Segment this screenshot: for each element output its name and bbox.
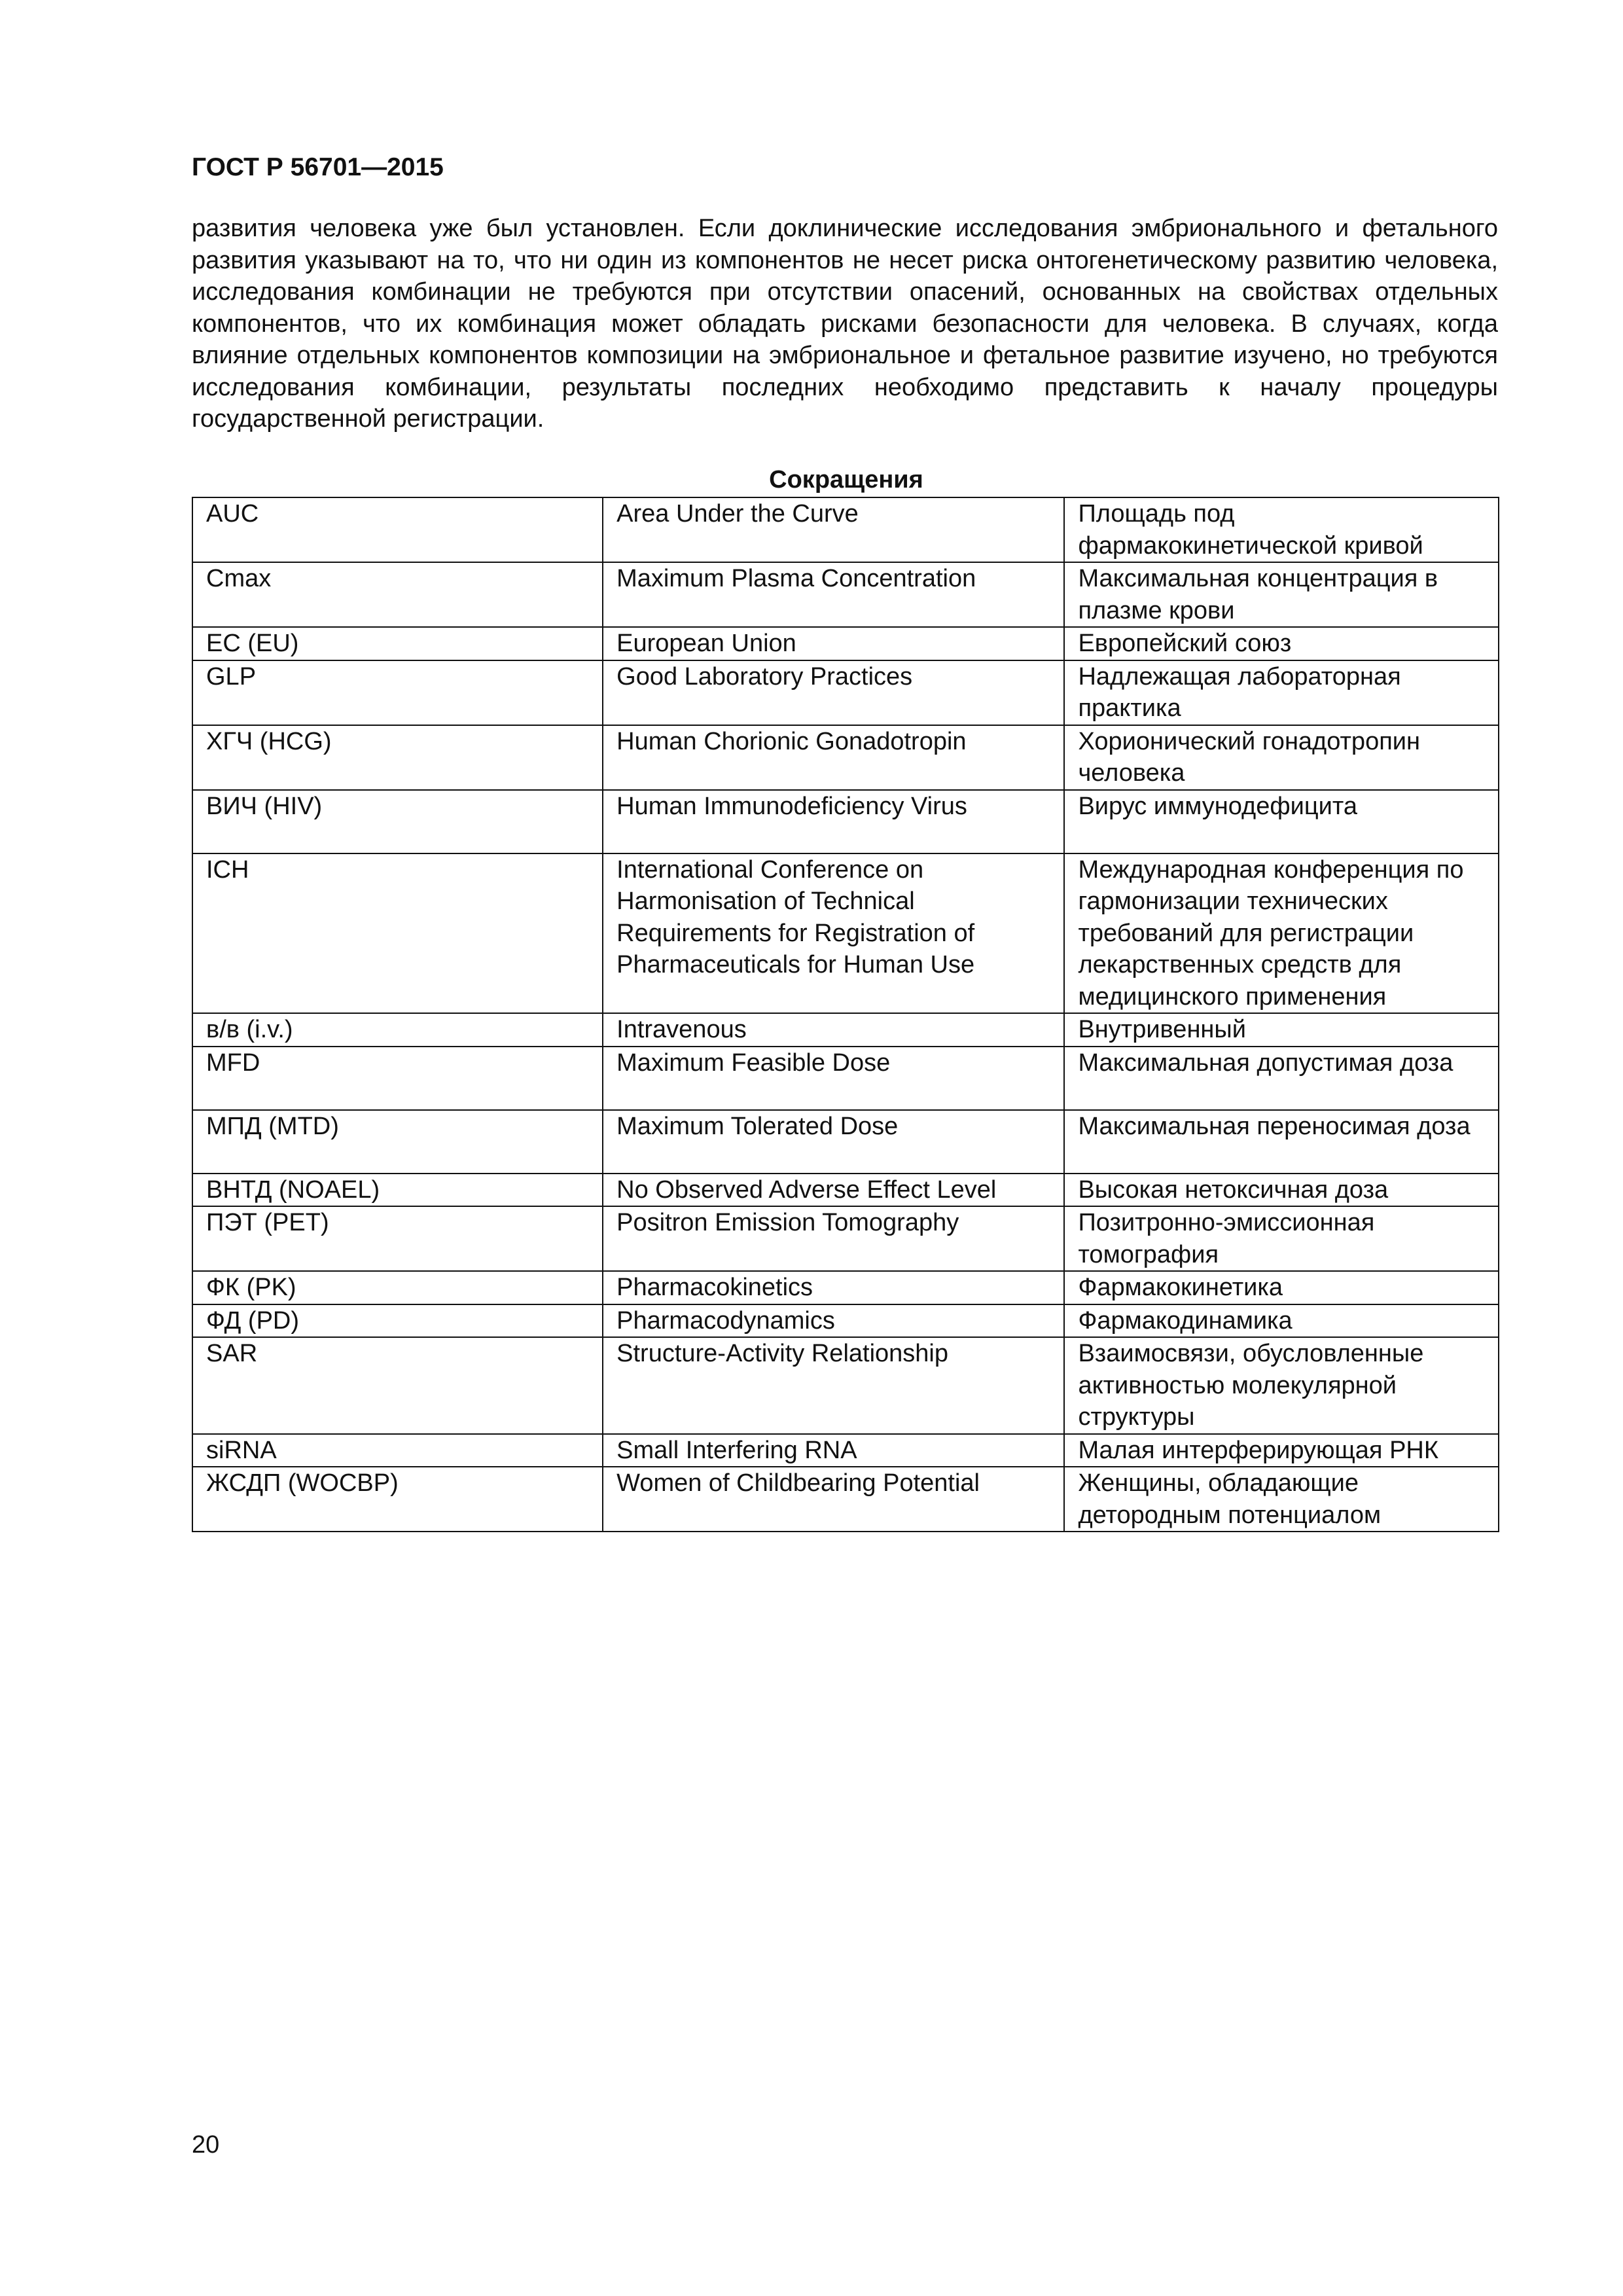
table-row <box>192 1013 1499 1047</box>
abbr-cell: SAR <box>192 1337 603 1434</box>
table-row <box>192 660 1499 725</box>
abbr-cell: siRNA <box>192 1434 603 1467</box>
abbr-cell: ЖСДП (WOCBP) <box>192 1467 603 1532</box>
table-row <box>192 1271 1499 1304</box>
russian-cell: Фармакодинамика <box>1064 1304 1499 1338</box>
english-cell: Maximum Feasible Dose <box>603 1047 1064 1110</box>
abbr-cell: AUC <box>192 497 603 562</box>
abbr-cell: ЕС (EU) <box>192 627 603 660</box>
english-cell: Maximum Tolerated Dose <box>603 1110 1064 1174</box>
russian-cell: Высокая нетоксичная доза <box>1064 1174 1499 1207</box>
russian-cell: Международная конференция по гармонизации технических требований для регистрации лекарственных средств для медицинского применения <box>1064 853 1499 1014</box>
abbr-cell: ВНТД (NOAEL) <box>192 1174 603 1207</box>
abbr-cell: ФД (PD) <box>192 1304 603 1338</box>
russian-cell: Европейский союз <box>1064 627 1499 660</box>
abbr-cell: ФК (PK) <box>192 1271 603 1304</box>
russian-cell: Площадь под фармакокинетической кривой <box>1064 497 1499 562</box>
english-cell: Structure-Activity Relationship <box>603 1337 1064 1434</box>
english-cell: Intravenous <box>603 1013 1064 1047</box>
russian-cell: Надлежащая лабораторная практика <box>1064 660 1499 725</box>
english-cell: Maximum Plasma Concentration <box>603 562 1064 627</box>
russian-cell: Хорионический гонадотропин человека <box>1064 725 1499 790</box>
abbr-cell: ХГЧ (HCG) <box>192 725 603 790</box>
table-row <box>192 790 1499 853</box>
document-header: ГОСТ Р 56701—2015 <box>192 153 444 181</box>
english-cell: Women of Childbearing Potential <box>603 1467 1064 1532</box>
table-row <box>192 1174 1499 1207</box>
table-row <box>192 627 1499 660</box>
abbr-cell: ПЭТ (PET) <box>192 1206 603 1271</box>
english-cell: International Conference on Harmonisation of Technical Requirements for Registration of Pharmaceuticals for Human Use <box>603 853 1064 1014</box>
table-row <box>192 1304 1499 1338</box>
abbr-cell: ICH <box>192 853 603 1014</box>
abbr-cell: МПД (MTD) <box>192 1110 603 1174</box>
table-row <box>192 1467 1499 1532</box>
russian-cell: Женщины, обладающие детородным потенциалом <box>1064 1467 1499 1532</box>
english-cell: Good Laboratory Practices <box>603 660 1064 725</box>
english-cell: Area Under the Curve <box>603 497 1064 562</box>
abbr-cell: MFD <box>192 1047 603 1110</box>
abbr-cell: Cmax <box>192 562 603 627</box>
table-row <box>192 1206 1499 1271</box>
russian-cell: Фармакокинетика <box>1064 1271 1499 1304</box>
russian-cell: Максимальная концентрация в плазме крови <box>1064 562 1499 627</box>
russian-cell: Позитронно-эмиссионная томография <box>1064 1206 1499 1271</box>
english-cell: No Observed Adverse Effect Level <box>603 1174 1064 1207</box>
table-row <box>192 1047 1499 1110</box>
english-cell: Human Chorionic Gonadotropin <box>603 725 1064 790</box>
russian-cell: Вирус иммунодефицита <box>1064 790 1499 853</box>
english-cell: Pharmacokinetics <box>603 1271 1064 1304</box>
russian-cell: Малая интерферирующая РНК <box>1064 1434 1499 1467</box>
table-row <box>192 1337 1499 1434</box>
english-cell: Human Immunodeficiency Virus <box>603 790 1064 853</box>
abbr-cell: в/в (i.v.) <box>192 1013 603 1047</box>
english-cell: Pharmacodynamics <box>603 1304 1064 1338</box>
russian-cell: Взаимосвязи, обусловленные активностью молекулярной структуры <box>1064 1337 1499 1434</box>
table-row <box>192 1110 1499 1174</box>
russian-cell: Внутривенный <box>1064 1013 1499 1047</box>
english-cell: Small Interfering RNA <box>603 1434 1064 1467</box>
table-row <box>192 562 1499 627</box>
english-cell: Positron Emission Tomography <box>603 1206 1064 1271</box>
body-paragraph: развития человека уже был установлен. Если доклинические исследования эмбрионального и фетального развития указывают на то, что ни один из компонентов не несет риска онтогенетическому развитию человека, исследования комбинации не требуются при отсутствии опасений, основанных на свойствах отдельных компонентов, что их комбинация может обладать рисками безопасности для человека. В случаях, когда влияние отдельных компонентов композиции на эмбриональное и фетальное развитие изучено, но требуются исследования комбинации, результаты последних необходимо представить к началу процедуры государственной регистрации. <box>192 215 1498 433</box>
russian-cell: Максимальная переносимая доза <box>1064 1110 1499 1174</box>
russian-cell: Максимальная допустимая доза <box>1064 1047 1499 1110</box>
table-row <box>192 1434 1499 1467</box>
english-cell: European Union <box>603 627 1064 660</box>
table-row <box>192 725 1499 790</box>
abbr-cell: GLP <box>192 660 603 725</box>
table-row <box>192 853 1499 1014</box>
abbreviations-table <box>192 497 1499 1532</box>
table-caption: Сокращения <box>769 466 923 493</box>
abbr-cell: ВИЧ (HIV) <box>192 790 603 853</box>
abbreviations-table-body <box>192 497 1499 1532</box>
table-row <box>192 497 1499 562</box>
page-number: 20 <box>192 2131 220 2159</box>
